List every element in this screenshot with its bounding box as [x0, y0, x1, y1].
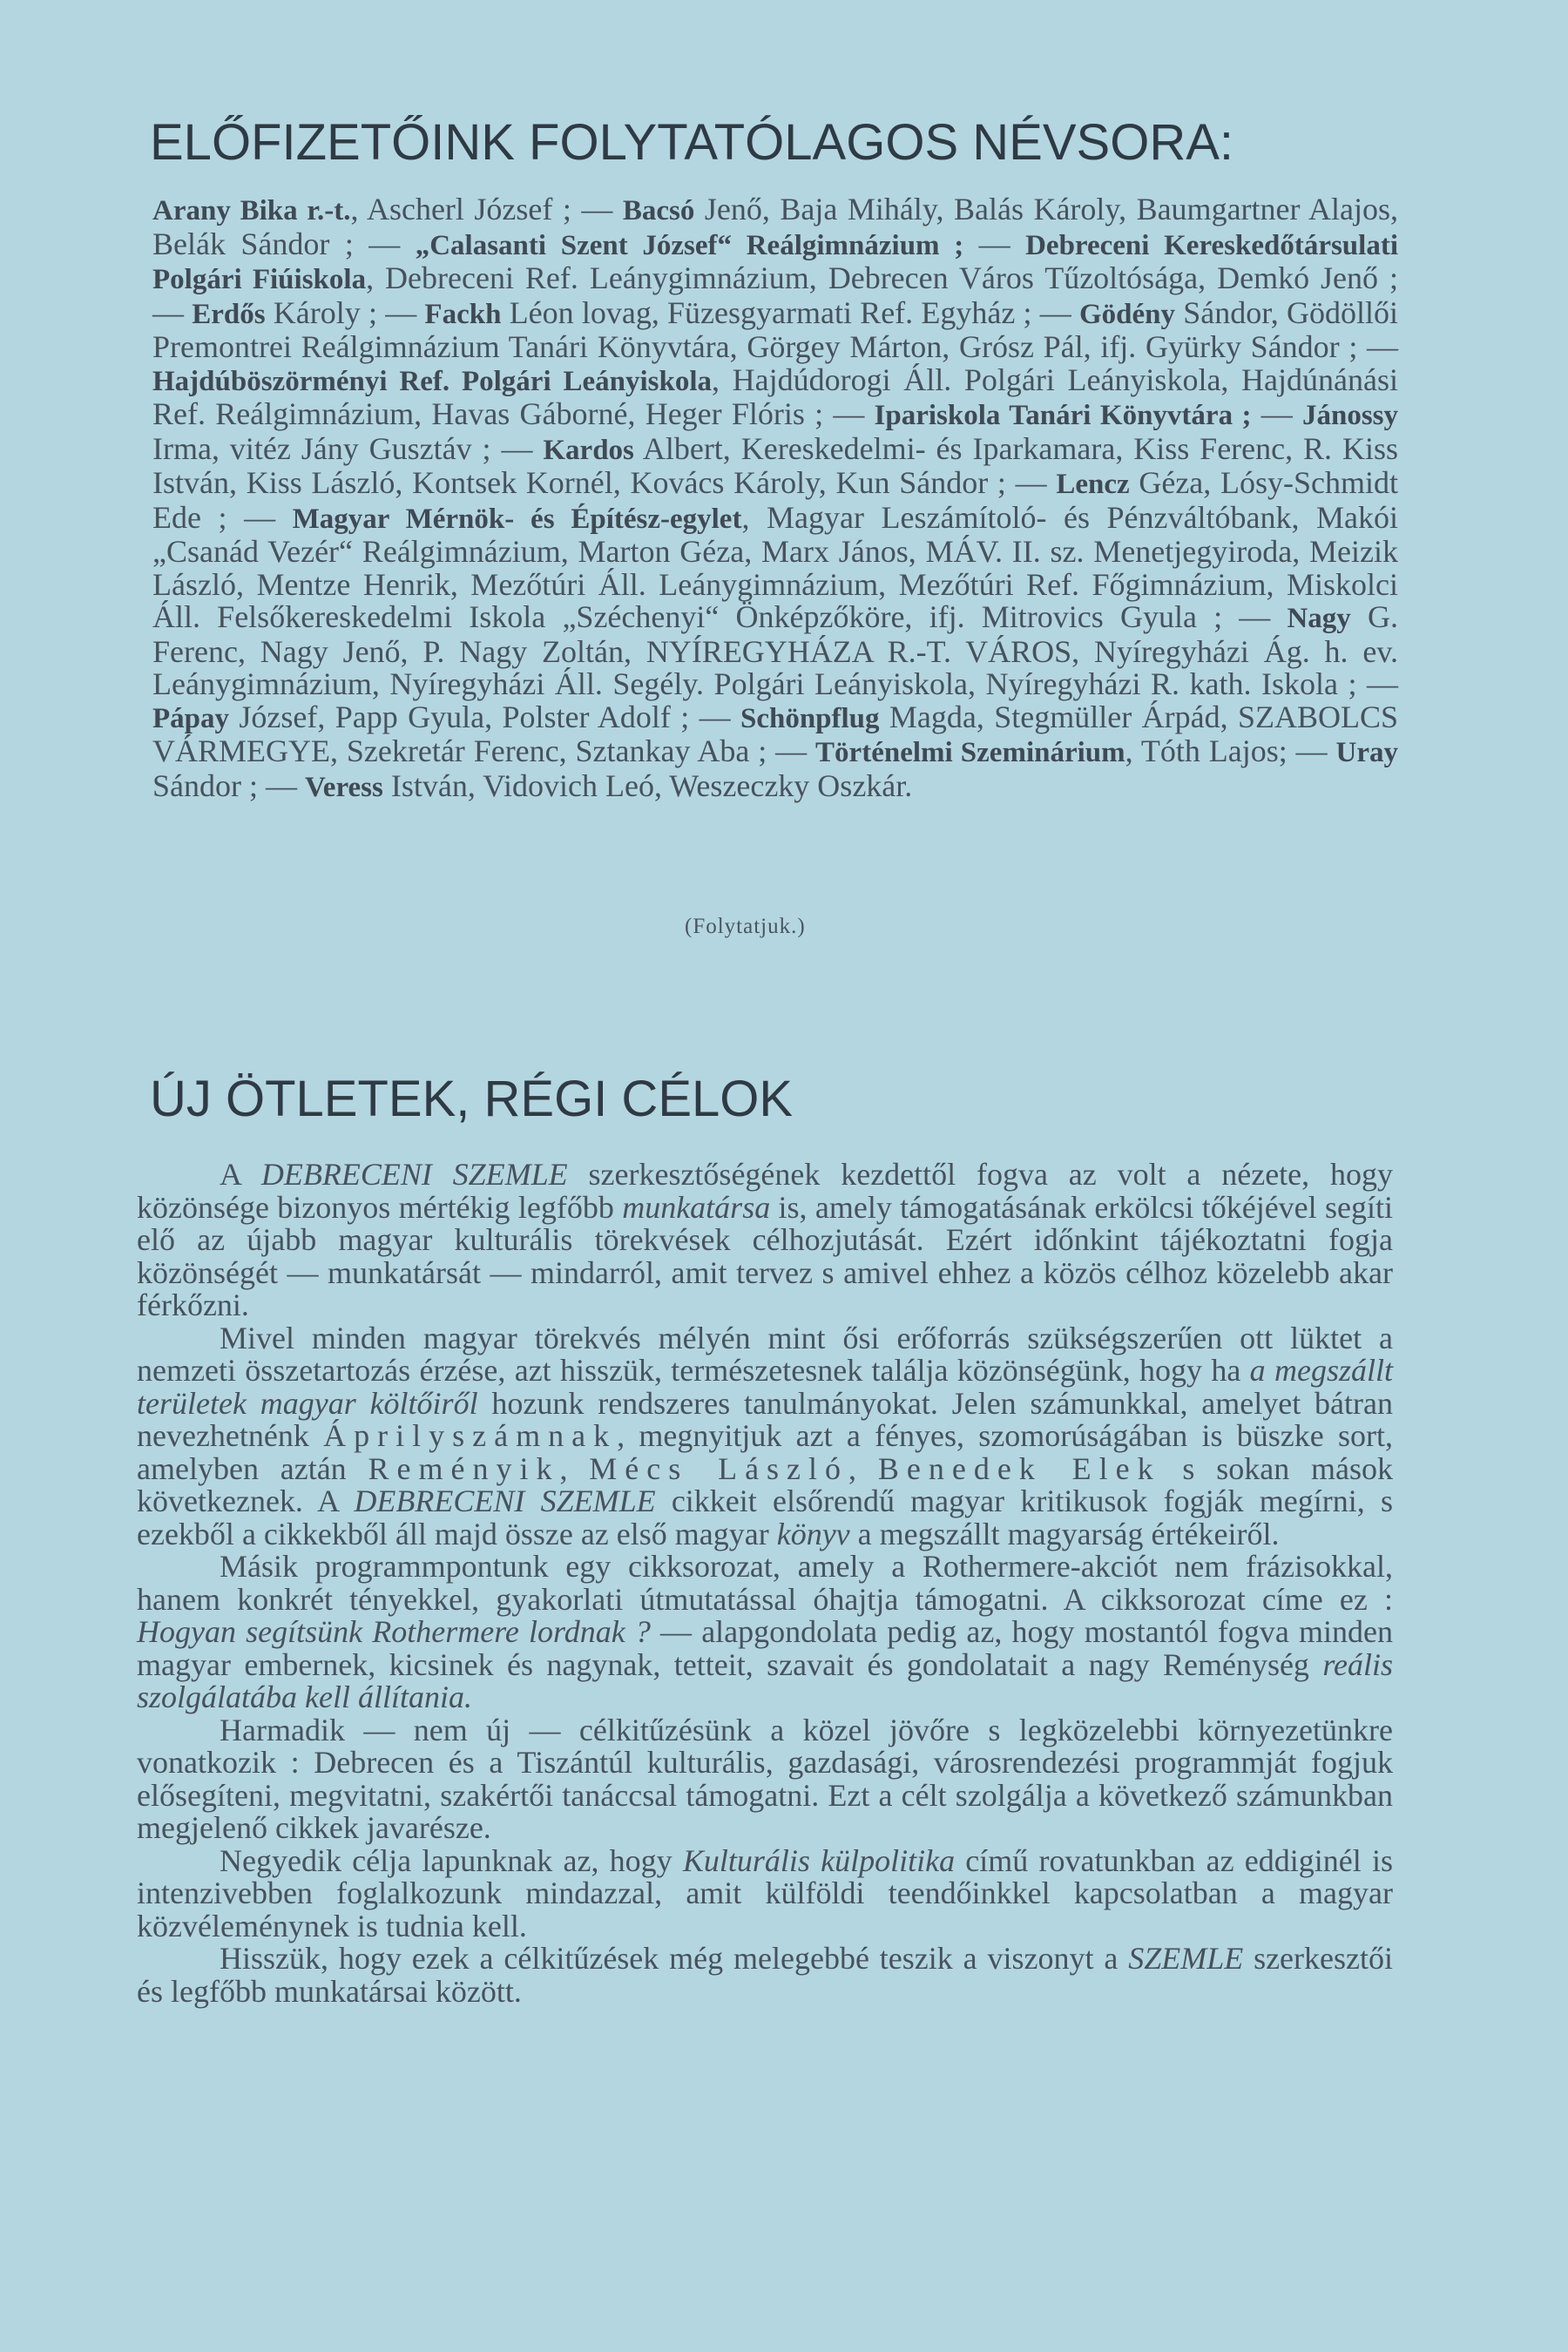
article-text: cikkeit elsőrendű magyar kritikusok fogják megírni, s ezekből a cikkekből áll majd össze az első magyar [137, 1484, 1393, 1551]
article-paragraph [137, 1943, 1393, 2008]
article-text: A [220, 1157, 261, 1192]
article-text: , [559, 1450, 590, 1486]
article-text: Hisszük, hogy ezek a célkitűzések még melegebbé teszik a viszonyt a [220, 1941, 1129, 1976]
subscriber-name-bold: Veress [305, 771, 383, 803]
subscriber-name-bold: „Calasanti Szent József“ Reálgimnázium ; [415, 229, 964, 261]
subscriber-text: — [1251, 396, 1302, 431]
article-text: Másik programmpontunk egy cikksorozat, amely a Rothermere-akciót nem frázisokkal, hanem konkrét tényekkel, gyakorlati útmutatással óhajtja támogatni. A cikksorozat címe ez : [137, 1549, 1393, 1617]
article-text: , megnyitjuk azt a fényes, szomorúságában is büszke sort, amelyben aztán [137, 1418, 1394, 1486]
subscriber-name-bold: Erdős [192, 298, 266, 330]
subscriber-text: , Ascherl József ; — [350, 192, 623, 226]
article-text: Harmadik — nem új — célkitűzésünk a közel jövőre s legközelebbi környezetünkre vonatkozik : Debrecen és a Tiszántúl kulturális, gazdasági, városrendezési programmját fogjuk elősegíteni, megvitatni, szakértői tanáccsal támogatni. Ezt a célt szolgálja a következő számunkban megjelenő cikkek javarésze. [137, 1712, 1393, 1845]
italic-text: könyv [776, 1516, 850, 1551]
subscriber-name-bold: Bacsó [622, 195, 695, 226]
subscriber-text: Jenő, Baja Mihály, Balás Károly, Baumgartner Alajos, Belák Sándor ; — [152, 192, 1398, 261]
subscriber-text: Sándor ; — [152, 767, 305, 803]
subscriber-name-bold: Ipariskola Tanári Könyvtára ; [874, 400, 1252, 431]
article-text: — alapgondolata pedig az, hogy mostantól fogva minden magyar embernek, kicsinek és nagynak, tetteit, szavait és gondolatait a nagy Reménység [137, 1614, 1393, 1682]
subscriber-name-bold: Pápay [152, 702, 230, 734]
subscriber-text: , Magyar Leszámítoló- és Pénzváltóbank, Makói „Csanád Vezér“ Reálgimnázium, Marton Géza, Marx János, MÁV. II. sz. Menetjegyiroda, Meizik László, Mentze Henrik, Mezőtúri Áll. Leánygimnázium, Mezőtúri Ref. Főgimnázium, Miskolci Áll. Felsőkereskedelmi Iskola „Széchenyi“ Önképzőköre, ifj. Mitrovics Gyula ; — [152, 499, 1398, 634]
subscriber-text: , Hajdúdorogi Áll. Polgári Leányiskola, Hajdúnánási Ref. Reálgimnázium, Havas Gáborné, Heger Flóris ; — [152, 362, 1398, 431]
subscriber-text: Léon lovag, Füzesgyarmati Ref. Egyház ; — [501, 294, 1079, 330]
subscriber-text: , Debreceni Ref. Leánygimnázium, Debrecen Város Tűzoltósága, Demkó Jenő ; — [152, 260, 1399, 330]
spaced-name: Mécs László [589, 1450, 849, 1486]
italic-text: Hogyan segítsünk Rothermere lordnak ? [137, 1614, 651, 1649]
subscriber-text: — [963, 226, 1026, 261]
subscriber-name-bold: Kardos [543, 434, 634, 466]
spaced-name: Reményik [368, 1450, 560, 1486]
subscriber-name-bold: Nagy [1287, 603, 1351, 634]
subscriber-name-bold: Magyar Mérnök- és Építész-egylet [292, 503, 742, 535]
subscriber-name-bold: Gödény [1078, 298, 1176, 330]
subscriber-text: G. Ferenc, Nagy Jenő, P. Nagy Zoltán, NYÍREGYHÁZA R.-T. VÁROS, Nyíregyházi Ág. h. ev. Leánygimnázium, Nyíregyházi Áll. Segély. Polgári Leányiskola, Nyíregyházi R. kath. Iskola ; — [152, 599, 1398, 701]
article-text: a megszállt magyarság értékeiről. [849, 1516, 1280, 1551]
spaced-name: Benedek Elek [877, 1450, 1161, 1486]
subscriber-text: Sándor, Gödöllői Premontrei Reálgimnázium Tanári Könyvtára, Görgey Márton, Grósz Pál, ifj. Gyürky Sándor ; — [152, 294, 1398, 364]
subscriber-text: Irma, vitéz Jány Gusztáv ; — [152, 430, 544, 466]
subscriber-name-bold: Történelmi Szeminárium [815, 737, 1125, 768]
italic-text: reális szolgálatába kell állítania. [137, 1646, 1393, 1714]
subscriber-text: Károly ; — [265, 294, 425, 330]
italic-text: a megszállt területek magyar költőiről [137, 1353, 1393, 1421]
italic-text: munkatársa [622, 1189, 771, 1225]
continued-note: (Folytatjuk.) [685, 915, 806, 938]
subscriber-name-bold: Debreceni Kereskedőtársulati Polgári Fiúiskola [152, 229, 1398, 295]
subscriber-text: , Tóth Lajos; — [1125, 733, 1336, 768]
article-paragraph [137, 1714, 1393, 1845]
article-text: s sokan mások következnek. A [137, 1450, 1394, 1518]
article-text: Negyedik célja lapunknak az, hogy [220, 1842, 683, 1878]
subscriber-name-bold: Hajdúböszörményi Ref. Polgári Leányiskola [152, 365, 713, 397]
article-text: szerkesztői és legfőbb munkatársai között. [137, 1941, 1393, 2009]
article-paragraph [137, 1322, 1393, 1551]
article-heading: ÚJ ÖTLETEK, RÉGI CÉLOK [150, 1071, 794, 1127]
subscriber-name-bold: Uray [1335, 737, 1398, 768]
subscriber-text: Géza, Lósy-Schmidt Ede ; — [152, 465, 1398, 535]
article-body [137, 1159, 1393, 2008]
subscriber-text: Magda, Stegmüller Árpád, SZABOLCS VÁRMEGYE, Szekretár Ferenc, Sztankay Aba ; — [152, 699, 1398, 768]
subscriber-name-bold: Schönpflug [740, 702, 880, 734]
article-text: is, amely támogatásának erkölcsi tőkéjével segíti elő az újabb magyar kulturális törekvések célhozjutását. Ezért időnkint tájékoztatni fogja közönségét — munkatársát — mindarról, amit tervez s amivel ehhez a közös célhoz közelebb akar férkőzni. [137, 1189, 1393, 1322]
article-paragraph [137, 1159, 1393, 1322]
italic-text: DEBRECENI SZEMLE [260, 1157, 568, 1192]
article-text: című rovatunkban az eddiginél is intenzivebben foglalkozunk mindazzal, amit külföldi teendőinkkel kapcsolatban a magyar közvéleménynek is tudnia kell. [137, 1842, 1393, 1943]
article-text: hozunk rendszeres tanulmányokat. Jelen számunkkal, amelyet bátran nevezhetnénk [137, 1385, 1394, 1453]
article-text: Mivel minden magyar törekvés mélyén mint ősi erőforrás szükségszerűen ott lüktet a nemzeti összetartozás érzése, azt hisszük, természetesnek találja közönségünk, hogy ha [137, 1320, 1393, 1388]
subscribers-list [152, 193, 1398, 804]
article-text: szerkesztőségének kezdettől fogva az volt a nézete, hogy közönsége bizonyos mértékig legfőbb [137, 1157, 1393, 1225]
italic-text: Kulturális külpolitika [682, 1842, 956, 1878]
subscriber-name-bold: Lencz [1056, 469, 1130, 500]
article-paragraph [137, 1551, 1393, 1714]
spaced-name: Áprilyszámnak [323, 1418, 618, 1453]
article-text: , [848, 1450, 878, 1486]
article-paragraph [137, 1842, 1393, 1943]
subscriber-text: József, Papp Gyula, Polster Adolf ; — [229, 699, 740, 734]
subscriber-text: Albert, Kereskedelmi- és Iparkamara, Kiss Ferenc, R. Kiss István, Kiss László, Kontsek Kornél, Kovács Károly, Kun Sándor ; — [152, 430, 1398, 500]
subscribers-heading: ELŐFIZETŐINK FOLYTATÓLAGOS NÉVSORA: [150, 114, 1233, 171]
subscriber-name-bold: Arany Bika r.-t. [152, 195, 351, 226]
subscriber-name-bold: Fackh [424, 298, 502, 330]
subscriber-text: István, Vidovich Leó, Weszeczky Oszkár. [382, 767, 913, 803]
italic-text: DEBRECENI SZEMLE [354, 1484, 656, 1518]
subscriber-name-bold: Jánossy [1301, 400, 1399, 431]
italic-text: SZEMLE [1128, 1941, 1244, 1976]
